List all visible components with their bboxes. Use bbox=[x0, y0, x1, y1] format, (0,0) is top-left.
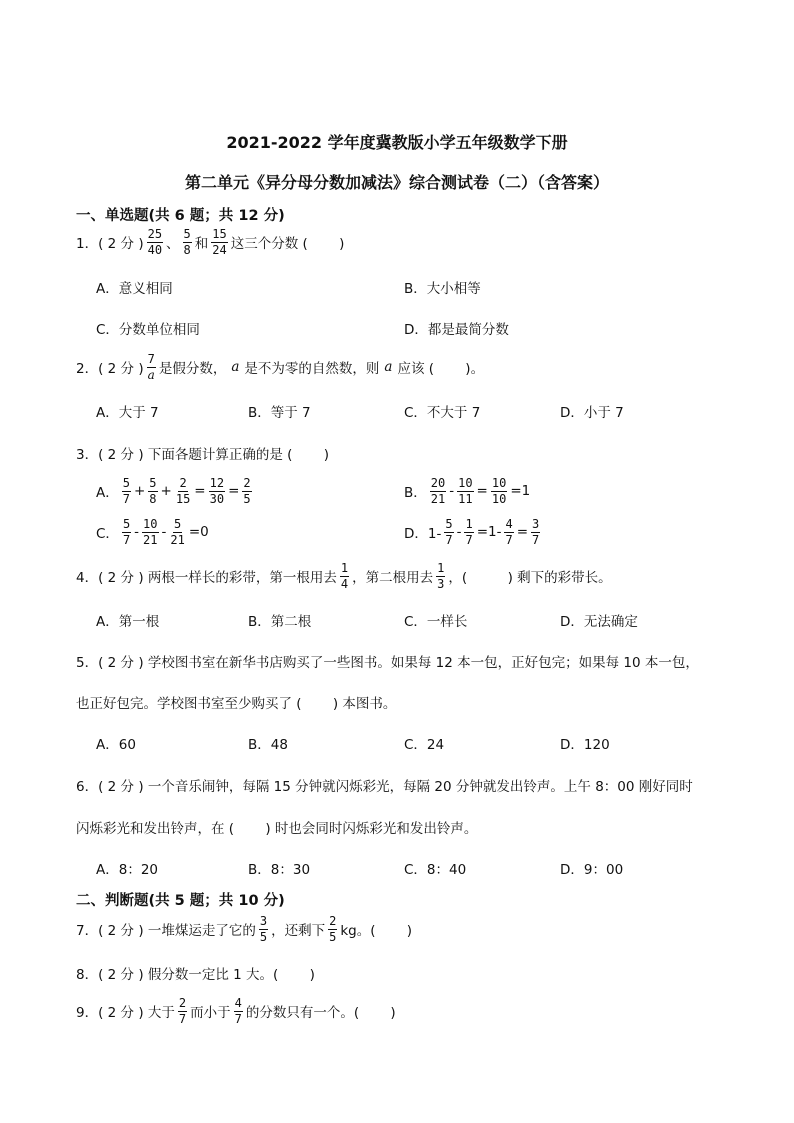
operator: - bbox=[134, 524, 140, 540]
question-5-option-d: D．120 bbox=[560, 737, 610, 753]
text: ，第二根用去 bbox=[352, 570, 434, 586]
document-subtitle: 第二单元《异分母分数加减法》综合测试卷（二）（含答案） bbox=[184, 173, 609, 192]
question-1 bbox=[76, 226, 344, 258]
option-label: C． bbox=[96, 526, 119, 542]
fraction: $\frac{10}{10}$ bbox=[491, 475, 507, 506]
text: 9．( 2 分 ) 大于 bbox=[76, 1005, 175, 1021]
fraction: $\frac{5}{8}$ bbox=[149, 475, 157, 506]
fraction: $\frac{4}{7}$ bbox=[505, 516, 513, 547]
text: kg。( ) bbox=[340, 923, 413, 939]
operator: - bbox=[161, 524, 167, 540]
fraction: $\frac{2}{5}$ bbox=[243, 475, 251, 506]
text: 的分数只有一个。( ) bbox=[245, 1005, 396, 1021]
section-title-single-choice: 一、单选题(共 6 题；共 12 分) bbox=[76, 208, 285, 224]
text: 是不为零的自然数，则 bbox=[244, 361, 380, 377]
question-3-option-c bbox=[96, 515, 209, 549]
text: 而小于 bbox=[190, 1005, 231, 1021]
question-1-option-d: D．都是最简分数 bbox=[404, 322, 509, 338]
question-4-option-b: B．第二根 bbox=[248, 614, 312, 630]
operator: = bbox=[476, 483, 488, 499]
question-2 bbox=[76, 351, 484, 383]
fraction: 5 7 bbox=[445, 516, 453, 547]
fraction: 5 7 bbox=[122, 516, 131, 547]
question-4-option-d: D．无法确定 bbox=[560, 614, 638, 630]
question-4 bbox=[76, 559, 612, 593]
text: 应该 ( )。 bbox=[397, 361, 485, 377]
text: =0 bbox=[188, 524, 209, 540]
text: =1- bbox=[476, 524, 502, 540]
option-label: D．1- bbox=[404, 526, 442, 542]
text: ，还剩下 bbox=[271, 923, 326, 939]
question-2-option-d: D．小于 7 bbox=[560, 405, 624, 421]
fraction: $\frac{3}{7}$ bbox=[532, 516, 540, 547]
operator: = bbox=[516, 524, 529, 540]
fraction: 25 40 bbox=[147, 226, 163, 257]
text: 4．( 2 分 ) 两根一样长的彩带，第一根用去 bbox=[76, 570, 337, 586]
fraction: 1 4 bbox=[340, 560, 349, 591]
question-6-line-2: 闪烁彩光和发出铃声，在 ( ) 时也会同时闪烁彩光和发出铃声。 bbox=[76, 821, 478, 837]
operator: = bbox=[194, 483, 206, 499]
question-5-option-c: C．24 bbox=[404, 737, 445, 753]
fraction: 10 21 bbox=[143, 516, 158, 547]
operator: - bbox=[449, 483, 455, 499]
question-1-prefix: 1．( 2 分 ) bbox=[76, 236, 144, 252]
question-1-tail: 这三个分数 ( ) bbox=[230, 236, 345, 252]
question-5-option-a: A．60 bbox=[96, 737, 136, 753]
question-1-option-a: A．意义相同 bbox=[96, 281, 173, 297]
fraction: $\frac{12}{30}$ bbox=[209, 475, 225, 506]
fraction: 5 8 bbox=[183, 226, 191, 257]
question-1-option-b: B．大小相等 bbox=[404, 281, 481, 297]
option-label: B． bbox=[404, 485, 427, 501]
question-9 bbox=[76, 994, 396, 1028]
text: ，( ) 剩下的彩带长。 bbox=[448, 570, 612, 586]
fraction: $\frac{2}{15}$ bbox=[175, 475, 191, 506]
operator: + bbox=[160, 483, 172, 499]
question-3-option-a bbox=[96, 474, 255, 508]
question-4-option-c: C．一样长 bbox=[404, 614, 468, 630]
question-2-option-b: B．等于 7 bbox=[248, 405, 311, 421]
operator: - bbox=[456, 524, 462, 540]
question-2-option-a: A．大于 7 bbox=[96, 405, 159, 421]
fraction: $\frac{1}{7}$ bbox=[465, 516, 473, 547]
question-3-stem: 3．( 2 分 ) 下面各题计算正确的是 ( ) bbox=[76, 447, 329, 463]
fraction: 7 a bbox=[147, 351, 155, 382]
question-7 bbox=[76, 912, 412, 946]
fraction: 3 5 bbox=[259, 913, 268, 944]
fraction: 20 21 bbox=[430, 475, 446, 506]
text: 是假分数， bbox=[158, 361, 227, 377]
document-title: 2021-2022 学年度冀教版小学五年级数学下册 bbox=[226, 133, 568, 152]
option-label: A． bbox=[96, 485, 119, 501]
variable: a bbox=[384, 359, 393, 375]
question-6-line-1: 6．( 2 分 ) 一个音乐闹钟，每隔 15 分钟就闪烁彩光，每隔 20 分钟就发出铃声。上午 8：00 刚好同时 bbox=[76, 779, 693, 795]
question-6-option-b: B．8：30 bbox=[248, 862, 311, 878]
question-6-option-a: A．8：20 bbox=[96, 862, 159, 878]
question-2-option-c: C．不大于 7 bbox=[404, 405, 481, 421]
fraction: 5 7 bbox=[122, 475, 130, 506]
question-3-option-b bbox=[404, 474, 530, 508]
question-2-prefix: 2．( 2 分 ) bbox=[76, 361, 144, 377]
section-title-true-false: 二、判断题(共 5 题；共 10 分) bbox=[76, 893, 285, 909]
separator: 、 bbox=[166, 236, 180, 252]
text: 7．( 2 分 ) 一堆煤运走了它的 bbox=[76, 923, 256, 939]
operator: = bbox=[228, 483, 240, 499]
question-6-option-c: C．8：40 bbox=[404, 862, 467, 878]
operator: + bbox=[133, 483, 146, 499]
fraction: 2 5 bbox=[329, 913, 337, 944]
question-6-option-d: D．9：00 bbox=[560, 862, 624, 878]
fraction: 1 3 bbox=[437, 560, 445, 591]
fraction: 15 24 bbox=[212, 226, 227, 257]
question-3-option-d bbox=[404, 515, 543, 549]
question-1-option-c: C．分数单位相同 bbox=[96, 322, 200, 338]
text: =1 bbox=[510, 483, 531, 499]
fraction: $\frac{10}{11}$ bbox=[458, 475, 473, 506]
question-8: 8．( 2 分 ) 假分数一定比 1 大。( ) bbox=[76, 967, 315, 983]
fraction: 4 7 bbox=[234, 995, 242, 1026]
separator: 和 bbox=[194, 236, 209, 252]
question-5-option-b: B．48 bbox=[248, 737, 288, 753]
variable: a bbox=[231, 359, 240, 375]
question-5-line-2: 也正好包完。学校图书室至少购买了 ( ) 本图书。 bbox=[76, 696, 397, 712]
fraction: $\frac{5}{21}$ bbox=[170, 516, 185, 547]
question-4-option-a: A．第一根 bbox=[96, 614, 160, 630]
question-5-line-1: 5．( 2 分 ) 学校图书室在新华书店购买了一些图书。如果每 12 本一包，正好包完；如果每 10 本一包， bbox=[76, 655, 699, 671]
fraction: 2 7 bbox=[178, 995, 187, 1026]
